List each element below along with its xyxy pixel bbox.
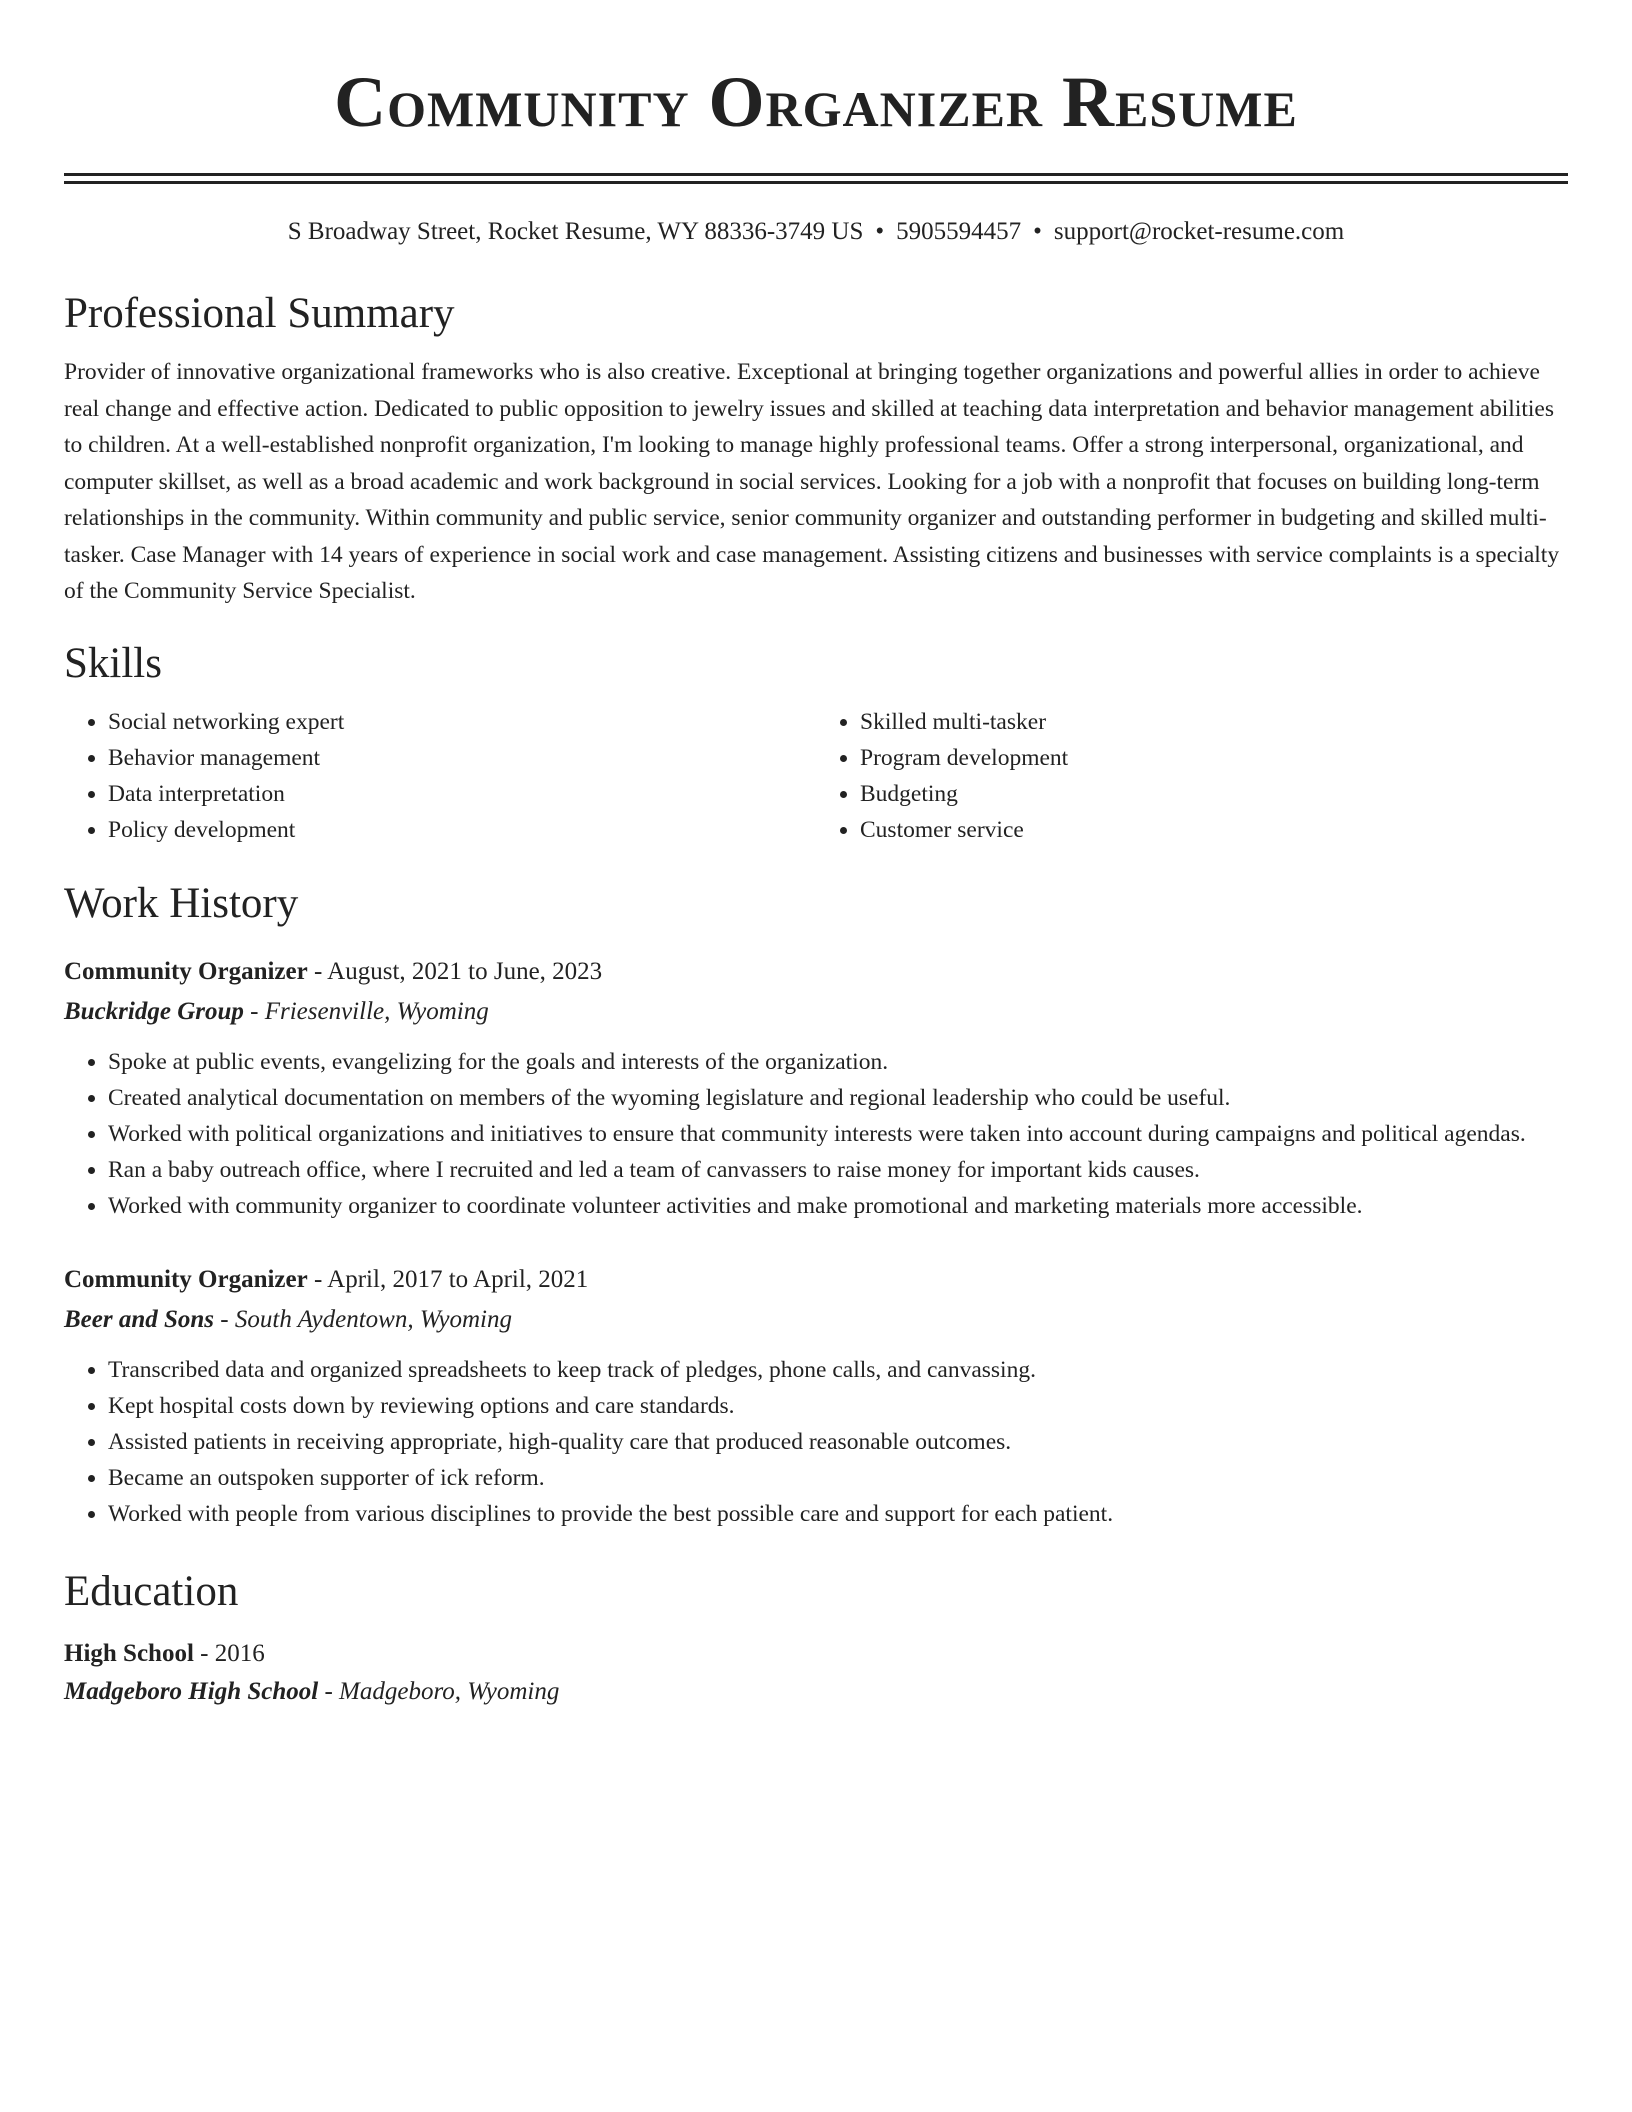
education-year: 2016 [214, 1639, 265, 1667]
contact-separator: • [875, 218, 885, 245]
job-dates: April, 2017 to April, 2021 [327, 1265, 589, 1293]
job-bullet: • Became an outspoken supporter of ick reform. [108, 1460, 1568, 1496]
contact-email: support@rocket-resume.com [1053, 218, 1345, 245]
education-degree: High School [64, 1639, 194, 1667]
title-double-rule [64, 173, 1568, 184]
job-company: Beer and Sons [64, 1305, 215, 1333]
skill-item: • Budgeting [860, 776, 1568, 812]
job-company: Buckridge Group [64, 997, 244, 1025]
job-title-line [64, 954, 1568, 990]
skill-item: • Behavior management [108, 740, 816, 776]
education-location: Madgeboro, Wyoming [339, 1677, 560, 1705]
job-dates: August, 2021 to June, 2023 [327, 957, 603, 985]
job-title: Community Organizer [64, 957, 308, 985]
section-heading-skills: Skills [64, 639, 162, 687]
skill-item: • Policy development [108, 812, 816, 848]
job-bullet: • Assisted patients in receiving appropriate, high-quality care that produced reasonable outcomes. [108, 1424, 1568, 1460]
education-entry [64, 1636, 1568, 1710]
contact-line [64, 216, 1568, 248]
job-company-line [64, 1302, 1568, 1338]
skill-item: • Data interpretation [108, 776, 816, 812]
job-bullet: • Worked with political organizations and initiatives to ensure that community interests were taken into account during campaigns and political agendas. [108, 1116, 1568, 1152]
skill-item: • Customer service [860, 812, 1568, 848]
job-title-line [64, 1262, 1568, 1298]
job-bullet: • Kept hospital costs down by reviewing options and care standards. [108, 1388, 1568, 1424]
job-bullet: • Worked with community organizer to coordinate volunteer activities and make promotional and marketing materials more accessible. [108, 1188, 1568, 1224]
summary-paragraph: Provider of innovative organizational frameworks who is also creative. Exceptional at bringing together organizations and powerful allies in order to achieve real change and effective action. Dedicated to public opposition to jewelry issues and skilled at teaching data interpretation and behavior management abilities to children. At a well-established nonprofit organization, I'm looking to manage highly professional teams. Offer a strong interpersonal, organizational, and computer skillset, as well as a broad academic and work background in social services. Looking for a job with a nonprofit that focuses on building long-term relationships in the community. Within community and public service, senior community organizer and outstanding performer in budgeting and skilled multi-tasker. Case Manager with 14 years of experience in social work and case management. Assisting citizens and businesses with service complaints is a specialty of the Community Service Specialist. [64, 359, 1560, 604]
education-school: Madgeboro High School [64, 1677, 319, 1705]
contact-separator: • [1033, 218, 1042, 245]
job-dash: - [307, 1265, 328, 1293]
job-title: Community Organizer [64, 1265, 308, 1293]
job-dash: - [307, 957, 328, 985]
job-bullets [64, 1352, 1568, 1532]
skills-column-right [816, 704, 1568, 848]
job-bullet: • Spoke at public events, evangelizing for the goals and interests of the organization. [108, 1044, 1568, 1080]
skill-item: • Social networking expert [108, 704, 816, 740]
contact-address: S Broadway Street, Rocket Resume, WY 88336-3749 US [287, 218, 864, 245]
skill-item: • Program development [860, 740, 1568, 776]
education-degree-line [64, 1636, 1568, 1672]
skills-column-left [64, 704, 816, 848]
job-dash: - [243, 997, 265, 1025]
section-heading-professional-summary: Professional Summary [64, 290, 455, 337]
job-location: Friesenville, Wyoming [264, 997, 489, 1025]
education-dash: - [193, 1639, 215, 1667]
job-company-line [64, 994, 1568, 1030]
resume-title: Community Organizer Resume [334, 62, 1298, 142]
job-bullet: • Ran a baby outreach office, where I recruited and led a team of canvassers to raise money for important kids causes. [108, 1152, 1568, 1188]
skill-item: • Skilled multi-tasker [860, 704, 1568, 740]
job-entry [64, 1262, 1568, 1532]
job-entry [64, 954, 1568, 1224]
section-heading-work-history: Work History [64, 879, 299, 927]
job-dash: - [214, 1305, 235, 1333]
education-dash: - [318, 1677, 340, 1705]
job-bullet: • Created analytical documentation on members of the wyoming legislature and regional leadership who could be useful. [108, 1080, 1568, 1116]
education-school-line [64, 1674, 1568, 1710]
job-location: South Aydentown, Wyoming [234, 1305, 512, 1333]
job-bullets [64, 1044, 1568, 1224]
job-bullet: • Worked with people from various disciplines to provide the best possible care and support for each patient. [108, 1496, 1568, 1532]
section-heading-education: Education [64, 1567, 239, 1615]
skills-list [64, 704, 1568, 848]
contact-phone: 5905594457 [896, 218, 1022, 245]
job-bullet: • Transcribed data and organized spreadsheets to keep track of pledges, phone calls, and canvassing. [108, 1352, 1568, 1388]
